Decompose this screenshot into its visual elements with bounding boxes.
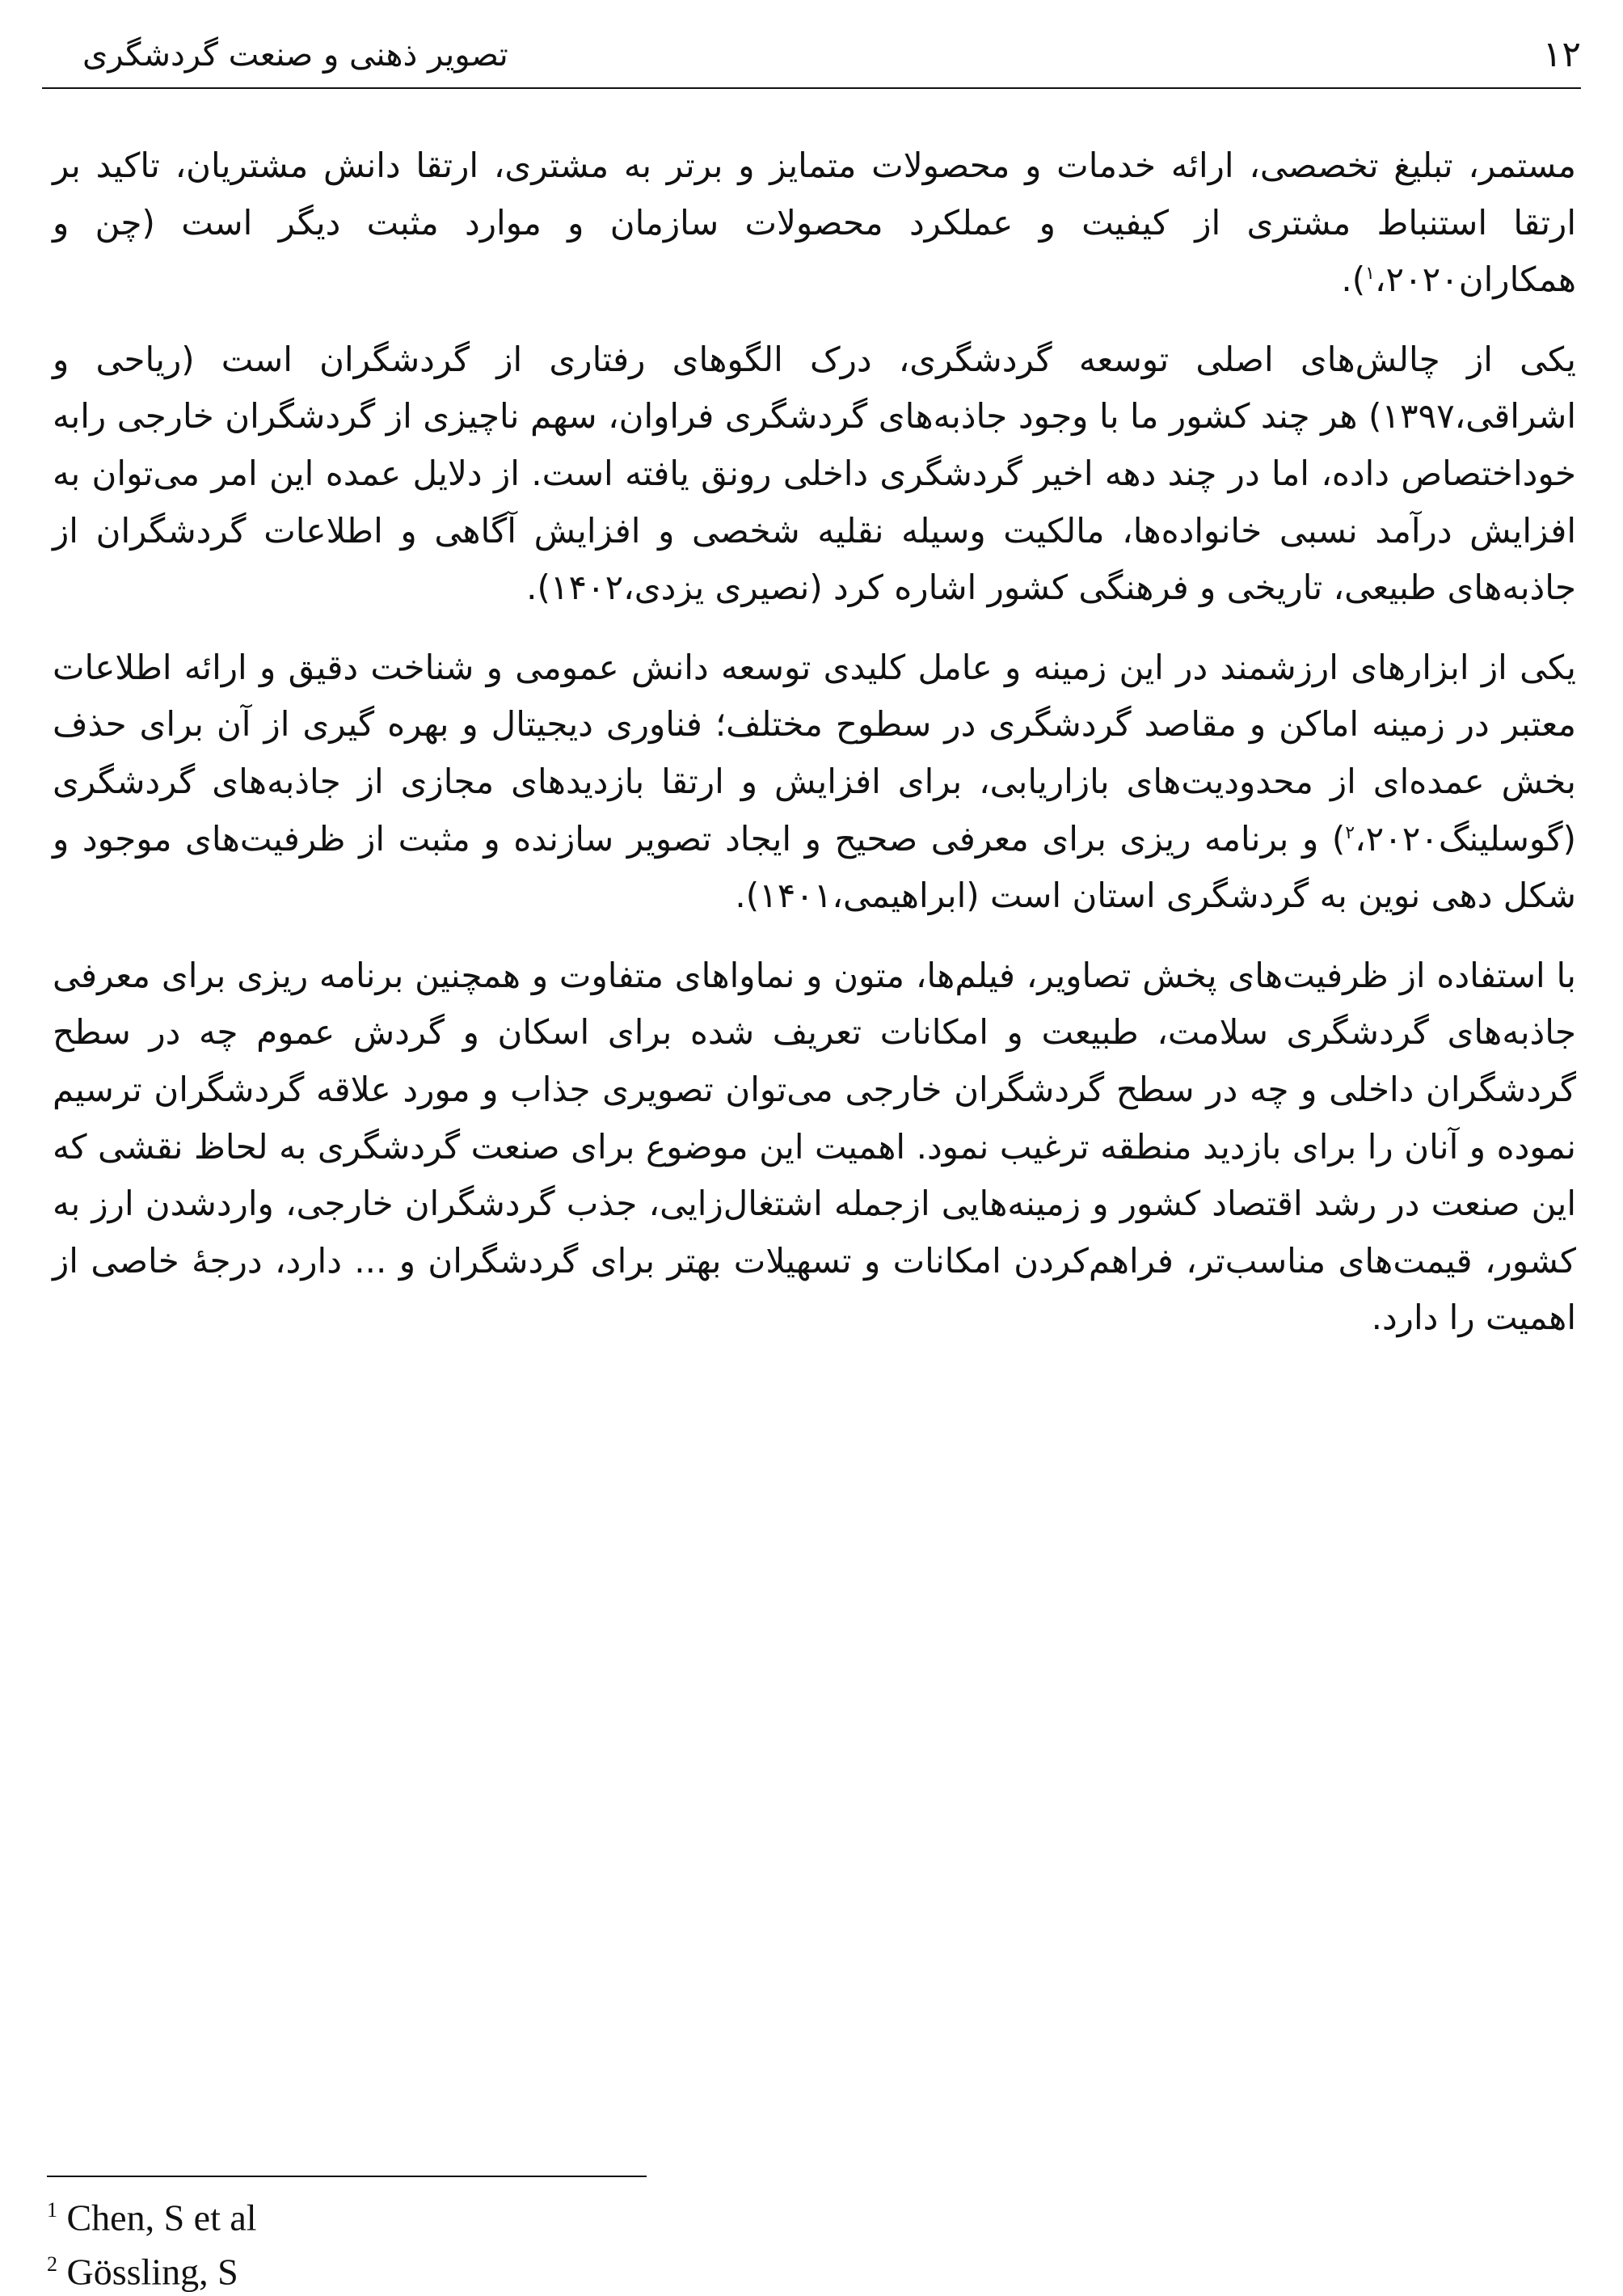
paragraph-3-continuation: ،۲۰۲۰) و برنامه ریزی برای معرفی صحیح و ایجاد تصویر سازنده و مثبت از ظرفیت‌های موجود و شکل دهی نوین به گردشگری استان است (ابراهیمی،۱۴۰۱). (53, 818, 1576, 916)
page-number: ۱۲ (1542, 34, 1581, 75)
footnote-ref-2: ۲ (1345, 822, 1355, 843)
footnote-2-number: 2 (47, 2252, 57, 2277)
footnote-2 (47, 2241, 257, 2295)
paragraph-4: با استفاده از ظرفیت‌های پخش تصاویر، فیلم‌ها، متون و نماواهای متفاوت و همچنین برنامه ریزی برای معرفی جاذبه‌های گردشگری سلامت، طبیعت و امکانات تعریف شده برای اسکان و گردش عموم چه در سطح گردشگران داخلی و چه در سطح گردشگران خارجی می‌توان تصویری جذاب و مورد علاقه گردشگران ترسیم نموده و آنان را برای بازدید منطقه ترغیب نمود. اهمیت این موضوع برای صنعت گردشگری به لحاظ نقشی که این صنعت در رشد اقتصاد کشور و زمینه‌هایی ازجمله اشتغال‌زایی، جذب گردشگران خارجی، واردشدن ارز به کشور، قیمت‌های مناسب‌تر، فراهم‌کردن امکانات و تسهیلات بهتر برای گردشگران و ... دارد، درجۀ خاصی از اهمیت را دارد. (53, 955, 1576, 1338)
footnote-divider (47, 2176, 647, 2177)
footnote-2-text: Gössling, S (66, 2251, 238, 2293)
footnote-ref-1: ۱ (1365, 264, 1375, 285)
paragraph-2: یکی از چالش‌های اصلی توسعه گردشگری، درک الگوهای رفتاری از گردشگران است (ریاحی و اشراقی،۱۳۹۷) هر چند کشور ما با وجود جاذبه‌های گردشگری فراوان، سهم ناچیزی از گردشگران خارجی رابه خوداختصاص داده، اما در چند دهه اخیر گردشگری داخلی رونق یافته است. از دلایل عمده این امر می‌توان به افزایش درآمد نسبی خانواده‌ها، مالکیت وسیله نقلیه شخصی و افزایش آگاهی و اطلاعات گردشگران از جاذبه‌های طبیعی، تاریخی و فرهنگی کشور اشاره کرد (نصیری یزدی،۱۴۰۲). (53, 339, 1576, 608)
body-text (53, 137, 1576, 1370)
paragraph-1-citation: ،۲۰۲۰). (1341, 260, 1459, 300)
page-header (42, 23, 1581, 87)
running-title: تصویر ذهنی و صنعت گردشگری (82, 36, 508, 74)
footnote-1-number: 1 (47, 2198, 57, 2222)
footnote-1-text: Chen, S et al (66, 2197, 257, 2239)
footnotes (47, 2187, 257, 2296)
paragraph-1 (53, 137, 1576, 309)
footnote-1 (47, 2187, 257, 2241)
paragraph-3-text: یکی از ابزارهای ارزشمند در این زمینه و عامل کلیدی توسعه دانش عمومی و شناخت دقیق و ارائه اطلاعات معتبر در زمینه اماکن و مقاصد گردشگری در سطوح مختلف؛ فناوری دیجیتال و بهره گیری از آن برای حذف بخش عمده‌ای از محدودیت‌های بازاریابی، برای افزایش و ارتقا بازدیدهای مجازی از جاذبه‌های گردشگری (گوسلینگ (53, 647, 1576, 859)
header-divider (42, 87, 1581, 89)
paragraph-1-text: مستمر، تبلیغ تخصصی، ارائه خدمات و محصولات متمایز و برتر به مشتری، ارتقا دانش مشتریان، تاکید بر ارتقا استنباط مشتری از کیفیت و عملکرد محصولات سازمان و موارد مثبت دیگر است (چن و همکاران (53, 146, 1576, 300)
paragraph-3 (53, 639, 1576, 925)
